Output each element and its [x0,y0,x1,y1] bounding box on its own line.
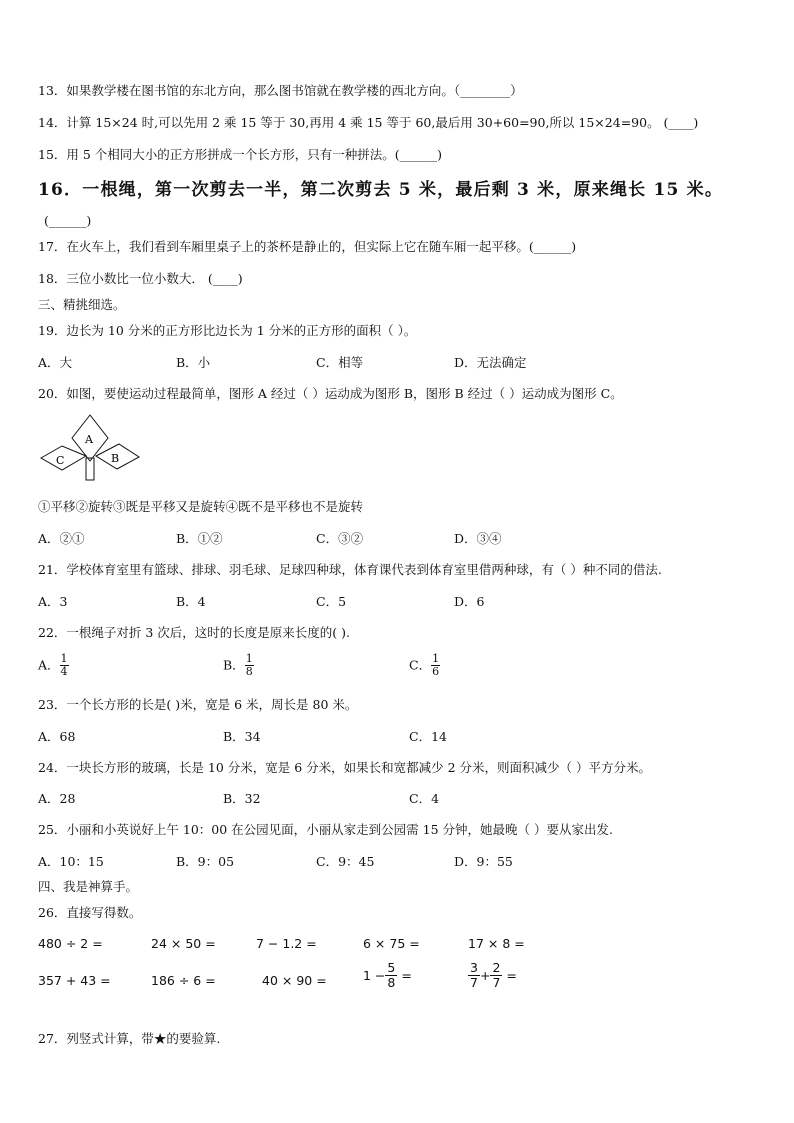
q21-option-a[interactable]: A．3 [38,594,68,609]
q24-option-b[interactable]: B．32 [223,791,261,806]
q22-option-c-fraction [431,653,440,678]
q23-option-a[interactable]: A．68 [38,729,76,744]
q23-option-b[interactable]: B．34 [223,729,261,744]
question-24: 24．一块长方形的玻璃，长是 10 分米，宽是 6 分米，如果长和宽都减少 2 分米，则面积减少（ ）平方分米。 [38,760,652,775]
question-22: 22．一根绳子对折 3 次后，这时的长度是原来长度的( ). [38,625,351,640]
fraction-numerator: 3 [470,960,478,975]
q22-option-a[interactable] [38,653,69,678]
calc-equals: = [506,968,517,983]
shape-b-label: B [111,452,120,465]
fraction-denominator: 8 [245,665,253,678]
fraction-numerator: 2 [492,960,501,975]
fraction-denominator: 6 [432,665,440,678]
shape-a-label: A [85,433,93,446]
question-14: 14．计算 15×24 时,可以先用 2 乘 15 等于 30,再用 4 乘 15 等于 60,最后用 30+60=90,所以 15×24=90。 (____) [38,115,699,130]
question-16: 16．一根绳，第一次剪去一半，第二次剪去 5 米，最后剩 3 米，原来绳长 15 米。 [38,180,724,200]
q22-option-b-label: B． [223,657,245,673]
calc-357-plus-43: 357 + 43 = [38,973,111,988]
q20-legend: ①平移②旋转③既是平移又是旋转④既不是平移也不是旋转 [38,499,364,514]
question-18: 18．三位小数比一位小数大． (____) [38,271,243,286]
calc-fraction-first [468,961,480,990]
question-20: 20．如图，要使运动过程最简单，图形 A 经过（ ）运动成为图形 B，图形 B 经过（ ）运动成为图形 C。 [38,386,623,401]
q20-figure [38,412,143,484]
calc-fraction-second [490,961,502,990]
q20-option-d[interactable]: D．③④ [454,531,502,546]
fraction-numerator: 1 [432,652,440,665]
calc-480-div-2: 480 ÷ 2 = [38,936,103,951]
q21-option-c[interactable]: C．5 [316,594,347,609]
question-16-blank: (______) [44,213,92,228]
fraction-denominator: 4 [60,665,68,678]
question-21: 21．学校体育室里有篮球、排球、羽毛球、足球四种球，体育课代表到体育室里借两种球，有（ ）种不同的借法. [38,562,662,577]
section-4-heading: 四、我是神算手。 [38,879,139,894]
q19-option-b[interactable]: B．小 [176,355,211,370]
question-15: 15．用 5 个相同大小的正方形拼成一个长方形，只有一种拼法。(______) [38,147,443,162]
shape-c-label: C [56,454,65,467]
question-27: 27．列竖式计算，带★的要验算. [38,1031,221,1046]
q23-option-c[interactable]: C．14 [409,729,447,744]
q20-option-a[interactable]: A．②① [38,531,85,546]
calc-equals: = [401,968,412,983]
question-26: 26．直接写得数。 [38,905,142,920]
fraction-denominator: 7 [492,975,501,990]
calc-three-sevenths-plus-two-sevenths [468,961,517,990]
question-23: 23．一个长方形的长是( )米，宽是 6 米，周长是 80 米。 [38,697,358,712]
fraction-numerator: 1 [245,652,253,665]
calc-one-minus-five-eighths [363,961,412,990]
q21-option-b[interactable]: B．4 [176,594,206,609]
q25-option-c[interactable]: C．9：45 [316,854,375,869]
calc-24-times-50: 24 × 50 = [151,936,216,951]
fraction-numerator: 1 [60,652,68,665]
q22-option-c[interactable] [409,653,440,678]
calc-fraction [385,961,397,990]
q20-option-c[interactable]: C．③② [316,531,364,546]
q24-option-a[interactable]: A．28 [38,791,76,806]
fraction-denominator: 8 [387,975,396,990]
q20-option-b[interactable]: B．①② [176,531,223,546]
q21-option-d[interactable]: D．6 [454,594,485,609]
q24-option-c[interactable]: C．4 [409,791,440,806]
calc-6-times-75: 6 × 75 = [363,936,420,951]
question-25: 25．小丽和小英说好上午 10：00 在公园见面，小丽从家走到公园需 15 分钟，她最晚（ ）要从家出发. [38,822,613,837]
q22-option-a-label: A． [38,657,60,673]
calc-40-times-90: 40 × 90 = [262,973,327,988]
q25-option-a[interactable]: A．10：15 [38,854,104,869]
q22-option-b[interactable] [223,653,254,678]
q22-option-c-label: C． [409,657,432,673]
q19-option-d[interactable]: D．无法确定 [454,355,527,370]
calc-186-div-6: 186 ÷ 6 = [151,973,216,988]
q22-option-b-fraction [245,653,254,678]
calc-7-minus-1-2: 7 − 1.2 = [256,936,317,951]
q19-option-a[interactable]: A．大 [38,355,73,370]
calc-plus: + [479,968,491,983]
fraction-numerator: 5 [387,960,396,975]
q22-option-a-fraction [60,653,69,678]
question-19: 19．边长为 10 分米的正方形比边长为 1 分米的正方形的面积（ ）。 [38,323,417,338]
q19-option-c[interactable]: C．相等 [316,355,364,370]
q25-option-d[interactable]: D．9：55 [454,854,513,869]
question-17: 17．在火车上，我们看到车厢里桌子上的茶杯是静止的，但实际上它在随车厢一起平移。(______) [38,239,577,254]
section-3-heading: 三、精挑细选。 [38,297,126,312]
calc-whole-part: 1 − [363,968,386,983]
q25-option-b[interactable]: B．9：05 [176,854,235,869]
fraction-denominator: 7 [470,975,478,990]
question-13: 13．如果教学楼在图书馆的东北方向，那么图书馆就在教学楼的西北方向。（________） [38,83,523,98]
calc-17-times-8: 17 × 8 = [468,936,525,951]
